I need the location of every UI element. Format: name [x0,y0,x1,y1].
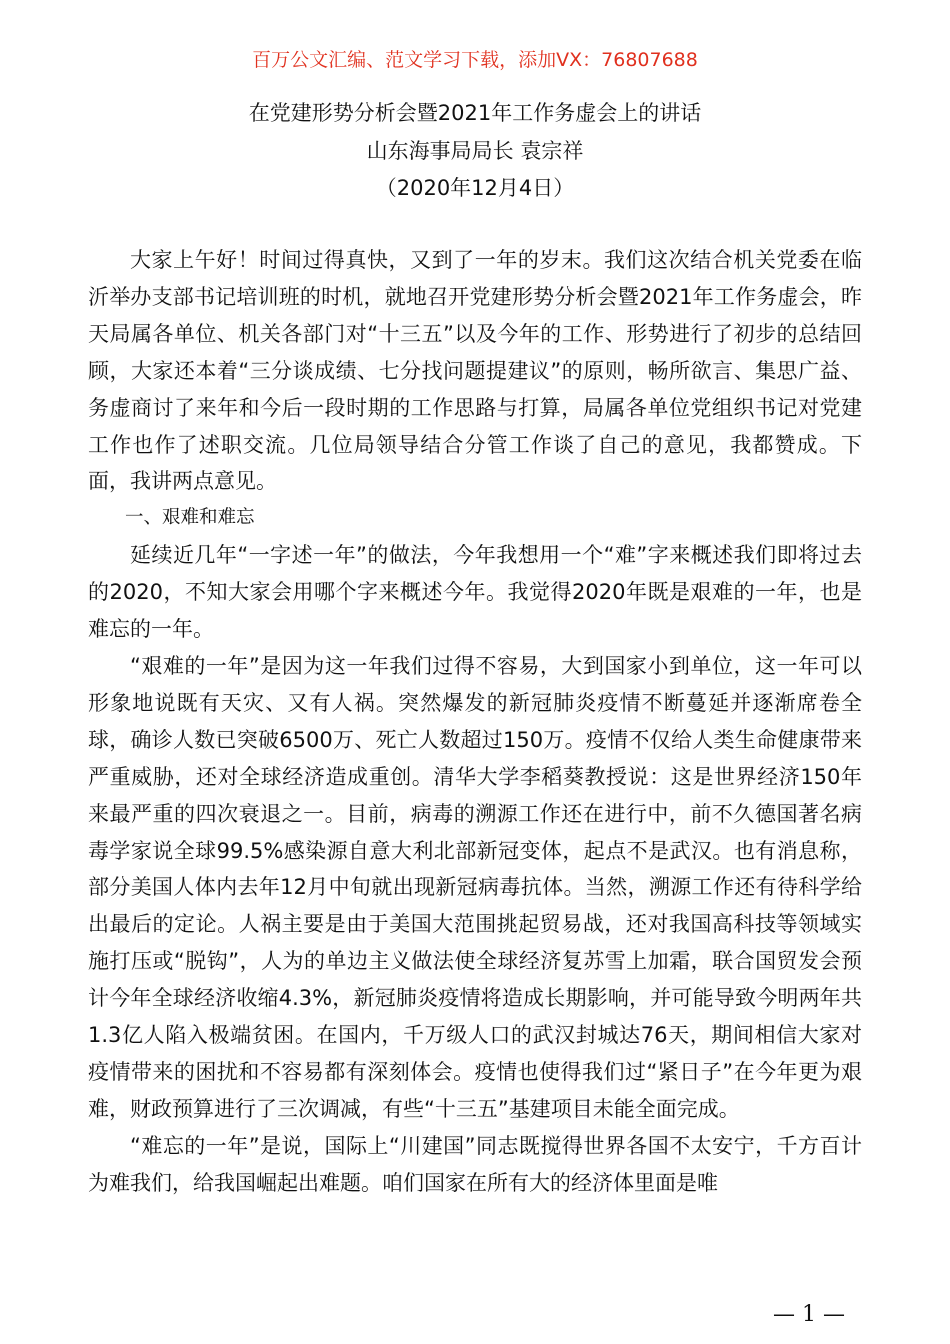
paragraph-memorable-year: “难忘的一年”是说，国际上“川建国”同志既搅得世界各国不太安宁，千方百计为难我们，给我国崛起出难题。咱们国家在所有大的经济体里面是唯 [88,1133,862,1195]
document-title: 在党建形势分析会暨2021年工作务虚会上的讲话 [248,101,702,125]
paragraph-opening: 大家上午好！时间过得真快，又到了一年的岁末。我们这次结合机关党委在临沂举办支部书记培训班的时机，就地召开党建形势分析会暨2021年工作务虚会，昨天局属各单位、机关各部门对“十三五”以及今年的工作、形势进行了初步的总结回顾，大家还本着“三分谈成绩、七分找问题提建议”的原则，畅所欲言、集思广益、务虚商讨了来年和今后一段时期的工作思路与打算，局属各单位党组织书记对党建工作也作了述职交流。几位局领导结合分管工作谈了自己的意见，我都赞成。下面，我讲两点意见。 [88,248,862,494]
promo-header: 百万公文汇编、范文学习下载，添加VX：76807688 [252,49,698,71]
page-number: — 1 — [773,1302,845,1327]
section-heading: 一、艰难和难忘 [125,507,255,529]
paragraph-difficult-year: “艰难的一年”是因为这一年我们过得不容易，大到国家小到单位，这一年可以形象地说既有天灾、又有人祸。突然爆发的新冠肺炎疫情不断蔓延并逐渐席卷全球，确诊人数已突破6500万、死亡人数超过150万。疫情不仅给人类生命健康带来严重威胁，还对全球经济造成重创。清华大学李稻葵教授说：这是世界经济150年来最严重的四次衰退之一。目前，病毒的溯源工作还在进行中，前不久德国著名病毒学家说全球99.5%感染源自意大利北部新冠变体，起点不是武汉。也有消息称，部分美国人体内去年12月中旬就出现新冠病毒抗体。当然，溯源工作还有待科学给出最后的定论。人祸主要是由于美国大范围挑起贸易战，还对我国高科技等领域实施打压或“脱钩”，人为的单边主义做法使全球经济复苏雪上加霜，联合国贸发会预计今年全球经济收缩4.3%，新冠肺炎疫情将造成长期影响，并可能导致今明两年共1.3亿人陷入极端贫困。在国内，千万级人口的武汉封城达76天，期间相信大家对疫情带来的困扰和不容易都有深刻体会。疫情也使得我们过“紧日子”在今年更为艰难，财政预算进行了三次调减，有些“十三五”基建项目未能全面完成。 [88,653,862,1121]
paragraph-intro-nan: 延续近几年“一字述一年”的做法，今年我想用一个“难”字来概述我们即将过去的2020，不知大家会用哪个字来概述今年。我觉得2020年既是艰难的一年，也是难忘的一年。 [88,543,862,642]
document-body [88,242,862,1202]
document-date: （2020年12月4日） [375,176,575,200]
document-author: 山东海事局局长 袁宗祥 [366,139,584,163]
